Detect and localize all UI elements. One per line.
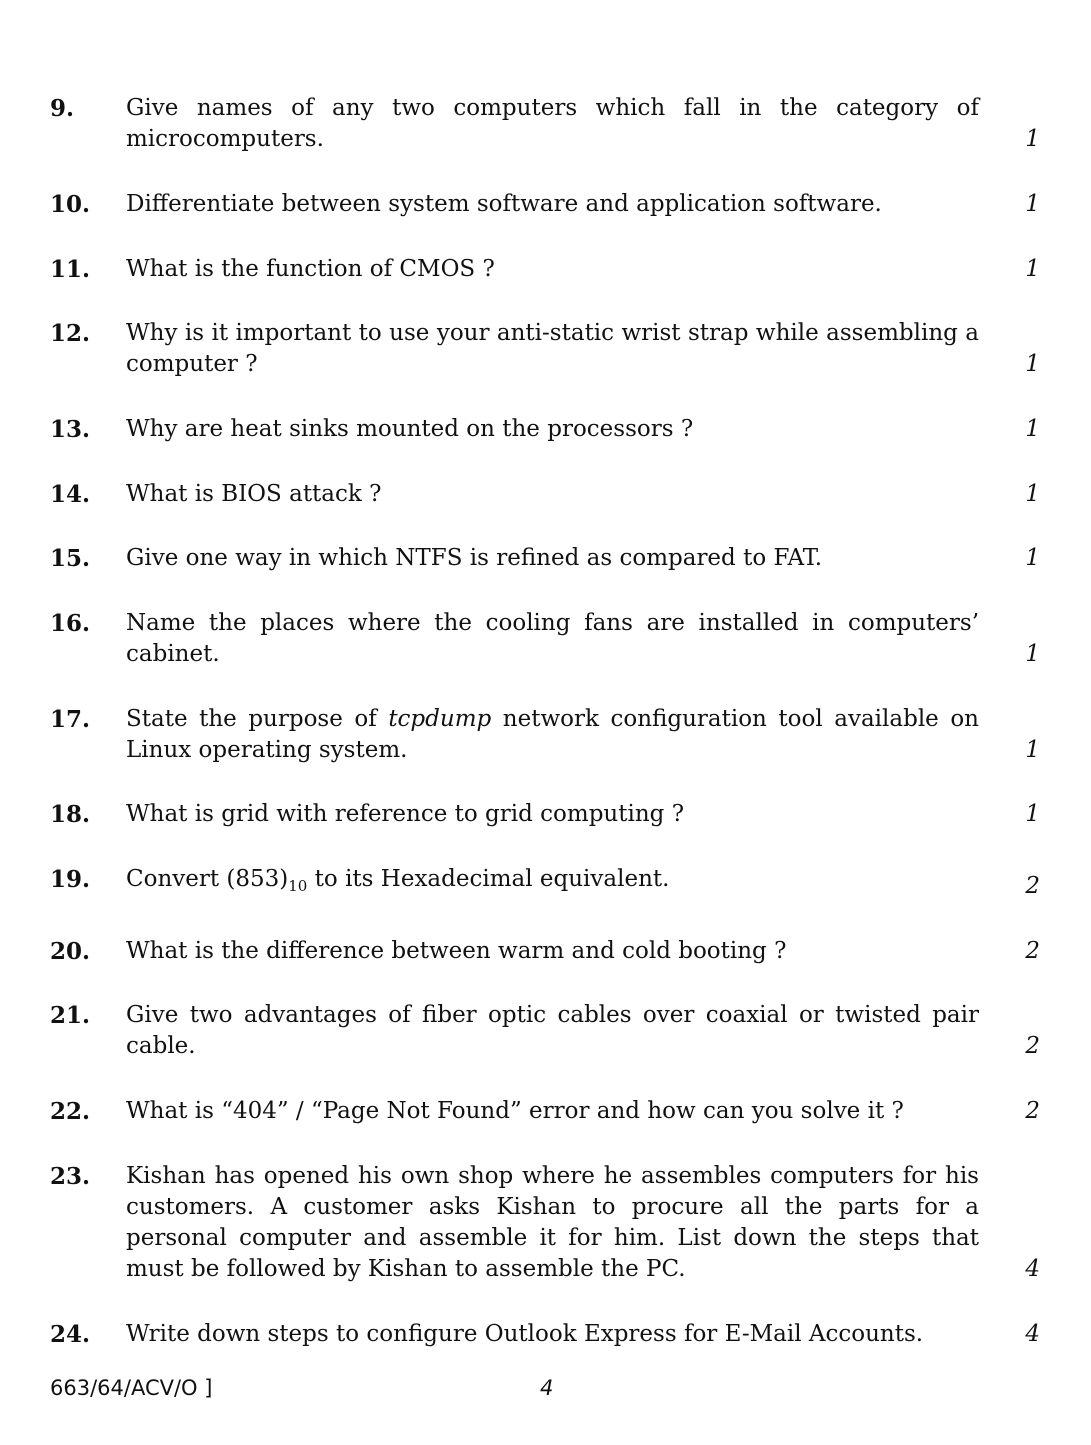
- question-text: Differentiate between system software and application software.: [126, 191, 882, 217]
- question-11: [50, 254, 1040, 285]
- question-text: Give names of any two computers which fall in the category of microcomputers.: [126, 95, 979, 152]
- question-text: What is the function of CMOS ?: [126, 256, 495, 282]
- question-20: [50, 936, 1040, 967]
- question-number: 18.: [50, 801, 91, 828]
- question-marks: 2: [1025, 1098, 1040, 1124]
- question-number: 9.: [50, 95, 75, 122]
- question-23: [50, 1161, 1040, 1285]
- question-15: [50, 543, 1040, 574]
- question-12: [50, 318, 1040, 380]
- question-9: [50, 93, 1040, 155]
- question-number: 23.: [50, 1163, 91, 1190]
- question-marks: 1: [1025, 256, 1040, 282]
- question-text: Why is it important to use your anti-static wrist strap while assembling a computer ?: [126, 320, 979, 377]
- question-number: 12.: [50, 320, 91, 347]
- question-text: Write down steps to configure Outlook Express for E-Mail Accounts.: [126, 1321, 924, 1347]
- question-19: [50, 864, 1040, 902]
- question-text: What is grid with reference to grid computing ?: [126, 801, 685, 827]
- question-text: What is BIOS attack ?: [126, 481, 382, 507]
- question-text: What is the difference between warm and cold booting ?: [126, 938, 787, 964]
- question-marks: 1: [1025, 481, 1040, 507]
- question-number: 15.: [50, 545, 91, 572]
- question-text: What is “404” / “Page Not Found” error and how can you solve it ?: [126, 1098, 904, 1124]
- question-18: [50, 799, 1040, 830]
- question-text: Kishan has opened his own shop where he assembles computers for his customers. A customer asks Kishan to procure all the parts for a personal computer and assemble it for him. List down the steps that must be followed by Kishan to assemble the PC.: [126, 1163, 979, 1282]
- question-marks: 4: [1025, 1256, 1040, 1282]
- question-marks: 2: [1025, 1033, 1040, 1059]
- question-text: [126, 704, 979, 766]
- question-number: 24.: [50, 1321, 91, 1348]
- question-marks: 1: [1025, 416, 1040, 442]
- question-17: [50, 704, 1040, 766]
- question-text: Give one way in which NTFS is refined as compared to FAT.: [126, 545, 823, 571]
- question-text-before: State the purpose of: [126, 706, 389, 732]
- question-marks: 4: [1025, 1321, 1040, 1347]
- question-marks: 1: [1025, 801, 1040, 827]
- question-text: Give two advantages of fiber optic cables over coaxial or twisted pair cable.: [126, 1002, 979, 1059]
- question-marks: 1: [1025, 545, 1040, 571]
- question-number: 22.: [50, 1098, 91, 1125]
- question-24: [50, 1319, 1040, 1350]
- question-16: [50, 608, 1040, 670]
- question-number: 14.: [50, 481, 91, 508]
- question-text: [126, 864, 979, 902]
- question-number: 21.: [50, 1002, 91, 1029]
- base-subscript: 10: [288, 877, 308, 895]
- question-22: [50, 1096, 1040, 1127]
- question-text-before: Convert (853): [126, 866, 289, 892]
- question-number: 17.: [50, 706, 91, 733]
- question-marks: 2: [1025, 938, 1040, 964]
- question-marks: 1: [1025, 191, 1040, 217]
- question-14: [50, 479, 1040, 510]
- question-10: [50, 189, 1040, 220]
- question-text: Name the places where the cooling fans are installed in computers’ cabinet.: [126, 610, 979, 667]
- question-text: Why are heat sinks mounted on the processors ?: [126, 416, 694, 442]
- question-number: 16.: [50, 610, 91, 637]
- question-13: [50, 414, 1040, 445]
- question-marks: 1: [1025, 641, 1040, 667]
- question-number: 19.: [50, 866, 91, 893]
- question-text-after: to its Hexadecimal equivalent.: [307, 866, 670, 892]
- question-text-after: network configuration tool available on Linux operating system.: [126, 706, 979, 763]
- question-marks: 1: [1025, 351, 1040, 377]
- question-number: 10.: [50, 191, 91, 218]
- question-number: 13.: [50, 416, 91, 443]
- tool-name: tcpdump: [388, 706, 492, 732]
- paper-code: 663/64/ACV/O ]: [50, 1376, 213, 1400]
- question-marks: 2: [1025, 873, 1040, 899]
- question-marks: 1: [1025, 126, 1040, 152]
- question-marks: 1: [1025, 737, 1040, 763]
- question-number: 11.: [50, 256, 91, 283]
- question-21: [50, 1000, 1040, 1062]
- question-number: 20.: [50, 938, 91, 965]
- page-number: 4: [540, 1376, 554, 1400]
